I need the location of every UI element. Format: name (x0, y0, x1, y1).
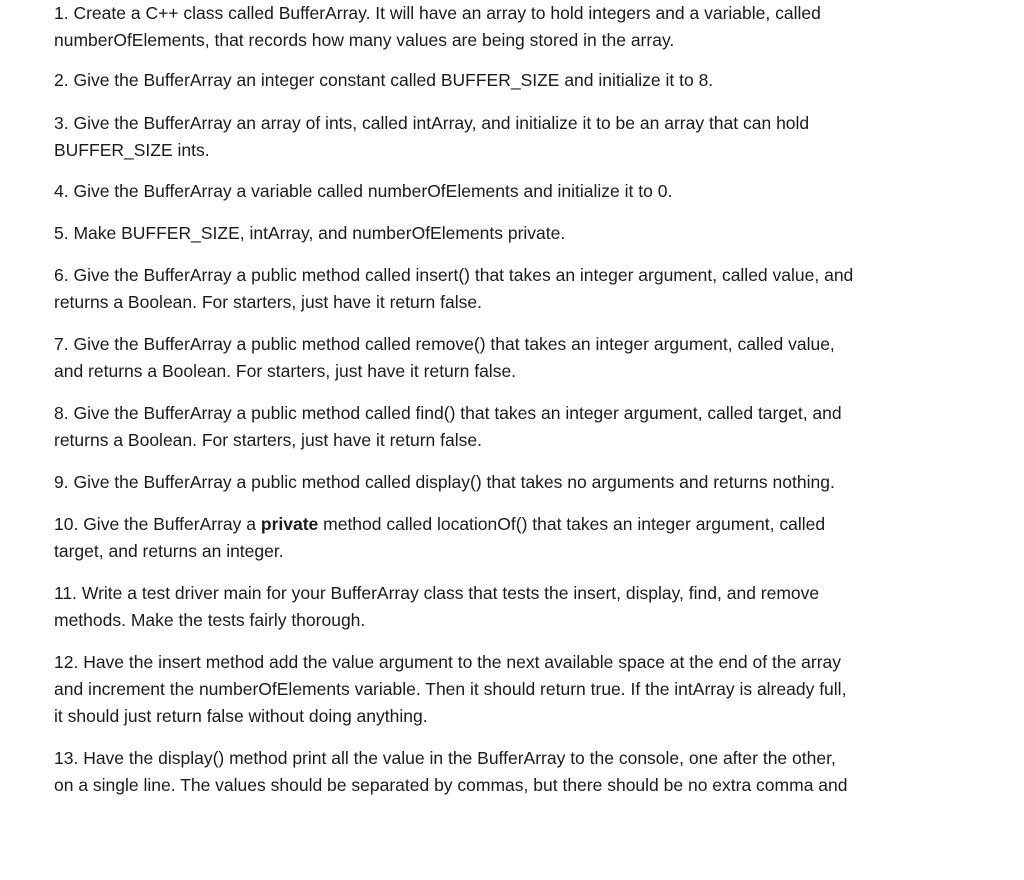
instruction-1-line-2: numberOfElements, that records how many values are being stored in the array. (54, 30, 675, 50)
instruction-8-line-2: returns a Boolean. For starters, just have it return false. (54, 430, 482, 450)
instruction-6-line-2: returns a Boolean. For starters, just have it return false. (54, 292, 482, 312)
instruction-2-line-1: 2. Give the BufferArray an integer constant called BUFFER_SIZE and initialize it to 8. (54, 70, 714, 90)
instruction-11 (54, 580, 954, 634)
instruction-9 (54, 469, 954, 496)
instruction-7 (54, 331, 954, 385)
instruction-7-line-2: and returns a Boolean. For starters, just have it return false. (54, 361, 517, 381)
instruction-3-line-1: 3. Give the BufferArray an array of ints, called intArray, and initialize it to be an array that can hold (54, 113, 810, 133)
instruction-12-line-3: it should just return false without doing anything. (54, 706, 428, 726)
instruction-10-line-2: target, and returns an integer. (54, 541, 284, 561)
instruction-8-line-1: 8. Give the BufferArray a public method called find() that takes an integer argument, called target, and (54, 403, 842, 423)
instruction-3-line-2: BUFFER_SIZE ints. (54, 140, 210, 160)
instruction-10-bold-private: private (260, 514, 319, 534)
instruction-5 (54, 220, 954, 247)
instruction-10-text-after: method called locationOf() that takes an integer argument, called (318, 514, 826, 534)
instruction-10 (54, 511, 954, 565)
instruction-12 (54, 649, 954, 730)
instruction-2 (54, 67, 954, 94)
instruction-4 (54, 178, 954, 205)
instruction-13 (54, 745, 954, 799)
instruction-6-line-1: 6. Give the BufferArray a public method called insert() that takes an integer argument, called value, and (54, 265, 854, 285)
instruction-8 (54, 400, 954, 454)
instruction-11-line-1: 11. Write a test driver main for your BufferArray class that tests the insert, display, find, and remove (54, 583, 820, 603)
instruction-3 (54, 110, 954, 164)
instruction-13-line-1: 13. Have the display() method print all the value in the BufferArray to the console, one after the other, (54, 748, 836, 768)
instruction-9-line-1: 9. Give the BufferArray a public method called display() that takes no arguments and returns nothing. (54, 472, 835, 492)
instruction-12-line-1: 12. Have the insert method add the value argument to the next available space at the end of the array (54, 652, 842, 672)
instruction-12-line-2: and increment the numberOfElements variable. Then it should return true. If the intArray is already full, (54, 679, 847, 699)
instruction-1-line-1: 1. Create a C++ class called BufferArray. It will have an array to hold integers and a variable, called (54, 3, 821, 23)
instruction-1 (54, 0, 954, 54)
instruction-11-line-2: methods. Make the tests fairly thorough. (54, 610, 366, 630)
instruction-6 (54, 262, 954, 316)
instruction-5-line-1: 5. Make BUFFER_SIZE, intArray, and numberOfElements private. (54, 223, 566, 243)
instruction-7-line-1: 7. Give the BufferArray a public method called remove() that takes an integer argument, called value, (54, 334, 835, 354)
instruction-13-line-2: on a single line. The values should be separated by commas, but there should be no extra comma and (54, 775, 848, 795)
instruction-10-line-1 (54, 511, 954, 538)
instruction-4-line-1: 4. Give the BufferArray a variable called numberOfElements and initialize it to 0. (54, 181, 673, 201)
instruction-10-text-before: 10. Give the BufferArray a (54, 514, 261, 534)
